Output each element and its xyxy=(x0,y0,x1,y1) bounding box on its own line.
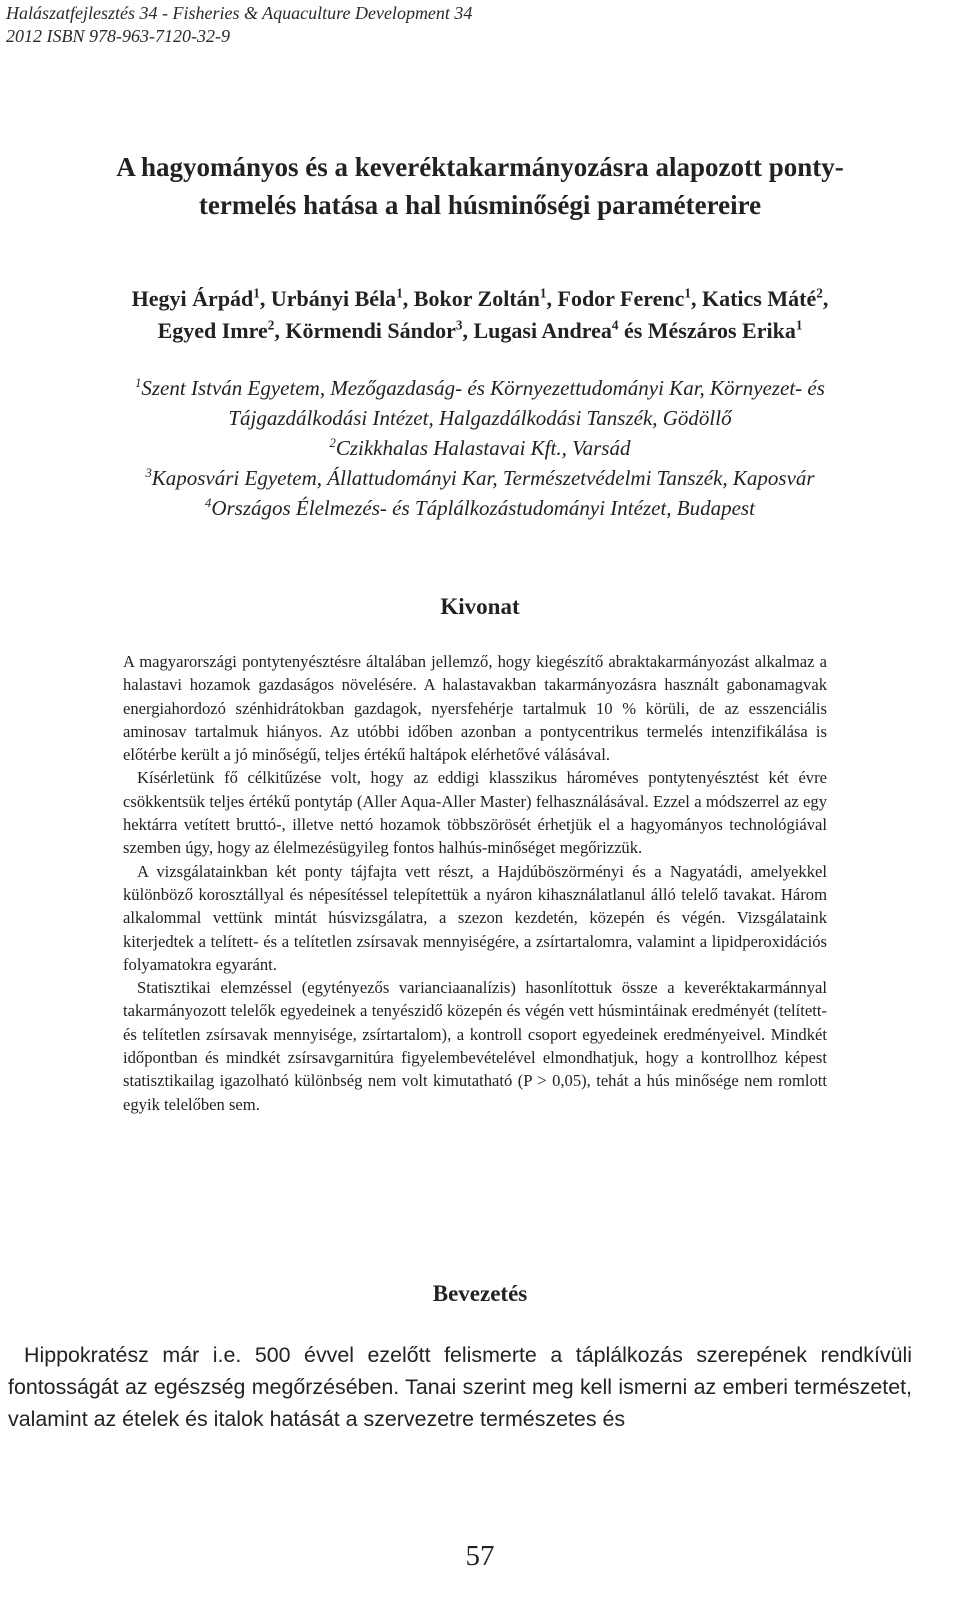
affiliation-3 xyxy=(0,463,960,493)
affiliation-mark: 4 xyxy=(611,317,619,333)
author-name: Fodor Ferenc xyxy=(557,286,685,311)
author-name: Egyed Imre xyxy=(157,318,268,343)
affiliation-mark: 3 xyxy=(145,465,152,480)
author-list xyxy=(0,283,960,347)
affiliation-mark: 1 xyxy=(135,375,142,390)
header-isbn-line: 2012 ISBN 978-963-7120-32-9 xyxy=(6,26,230,46)
author-line-1: Hegyi Árpád$^1$, Urbányi Béla$^1$, Bokor Zoltán$^1$, Fodor Ferenc$^1$, Katics Máté$^2$, xyxy=(131,285,829,311)
running-header xyxy=(6,2,472,48)
abstract-paragraph: A vizsgálatainkban két ponty tájfajta vett részt, a Hajdúböszörményi és a Nagyatádi, amelyekkel különböző korosztállyal és népesítéssel telepítettük a nyáron kihasználatlanul álló telelő tavakat. Három alkalommal vettünk mintát húsvizsgálatra, a szezon kezdetén, közepén és végén. Vizsgálataink kiterjedtek a telített- és a telítetlen zsírsavak mennyiségére, a zsírtartalomra, valamint a lipidperoxidációs folyamatokra egyaránt. xyxy=(123,861,827,974)
header-journal-line: Halászatfejlesztés 34 - Fisheries & Aquaculture Development 34 xyxy=(6,3,473,23)
abstract-body xyxy=(123,650,827,1116)
affiliation-mark: 1 xyxy=(684,285,691,301)
affiliation-1-cont: Tájgazdálkodási Intézet, Halgazdálkodási Tanszék, Gödöllő xyxy=(228,406,732,430)
author-name: Bokor Zoltán xyxy=(413,286,540,311)
affiliation-mark: 1 xyxy=(795,317,803,333)
affiliation-text: Kaposvári Egyetem, Állattudományi Kar, Természetvédelmi Tanszék, Kaposvár xyxy=(151,466,815,490)
abstract-paragraph: Kísérletünk fő célkitűzése volt, hogy az eddigi klasszikus hároméves pontytenyésztést két évre csökkentsük teljes értékű pontytáp (Aller Aqua-Aller Master) felhasználásával. Ezzel a módszerrel az egy hektárra vetített bruttó-, illetve nettó hozamok többszörösét érhetjük el a hagyományos technológiával szemben úgy, hogy az élelmezésügyileg fontos halhús-minőséget megőrizzük. xyxy=(123,768,827,858)
introduction-heading: Bevezetés xyxy=(432,1281,528,1306)
affiliation-mark: 1 xyxy=(539,285,547,301)
page-number: 57 xyxy=(465,1540,495,1572)
introduction-paragraph: Hippokratész már i.e. 500 évvel ezelőtt felismerte a táplálkozás szerepének rendkívüli fontosságát az egészség megőrzésében. Tanai szerint meg kell ismerni az emberi természetet, valamint az ételek és italok hatását a szervezetre természetes és xyxy=(8,1343,912,1431)
author-name: Katics Máté xyxy=(701,286,817,311)
introduction-body xyxy=(8,1339,912,1435)
affiliation-mark: 1 xyxy=(396,285,403,301)
author-name: Hegyi Árpád xyxy=(131,286,254,311)
affiliation-1 xyxy=(0,373,960,403)
affiliation-text: Czikkhalas Halastavai Kft., Varsád xyxy=(335,436,631,460)
affiliation-mark: 4 xyxy=(205,495,212,510)
affiliation-list xyxy=(0,373,960,523)
affiliation-4 xyxy=(0,493,960,523)
author-name: Körmendi Sándor xyxy=(285,318,456,343)
affiliation-mark: 1 xyxy=(253,285,260,301)
paper-title xyxy=(0,148,960,224)
affiliation-text: Országos Élelmezés- és Táplálkozástudományi Intézet, Budapest xyxy=(211,496,755,520)
abstract-heading: Kivonat xyxy=(440,594,520,619)
author-conjunction: és xyxy=(623,318,643,343)
title-line-1: A hagyományos és a keveréktakarmányozásra alapozott ponty- xyxy=(116,152,844,182)
affiliation-mark: 2 xyxy=(816,285,823,301)
affiliation-mark: 2 xyxy=(267,317,275,333)
author-name: Urbányi Béla xyxy=(270,286,397,311)
author-name: Lugasi Andrea xyxy=(473,318,612,343)
abstract-paragraph: A magyarországi pontytenyésztésre általában jellemző, hogy kiegészítő abraktakarmányozást alkalmaz a halastavi hozamok gazdaságos növelésére. A halastavakban takarmányozásra használt gabonamagvak energiahordozó szénhidrátokban gazdagok, nyersfehérje tartalmuk 10 % körüli, de az esszenciális aminosav tartalmuk hiányos. Az utóbbi időben azonban a pontycentrikus termelés intenzifikálása is előtérbe került a jó minőségű, teljes értékű haltápok elérhetővé válásával. xyxy=(123,652,827,765)
affiliation-mark: 2 xyxy=(329,435,336,450)
author-line-2: Egyed Imre$^2$, Körmendi Sándor$^3$, Lugasi Andrea$^4$ és Mészáros Erika$^1$ xyxy=(157,317,803,343)
author-name: Mészáros Erika xyxy=(647,318,796,343)
title-line-2: termelés hatása a hal húsminőségi paramétereire xyxy=(198,190,762,220)
abstract-paragraph: Statisztikai elemzéssel (egytényezős varianciaanalízis) hasonlítottuk össze a keveréktakarmánnyal takarmányozott telelők egyedeinek a tenyészidő közepén és végén vett húsmintáinak eredményét (telített- és telítetlen zsírsavak mennyisége, zsírtartalom), a kontroll csoport egyedeinek eredményeivel. Mindkét időpontban és mindkét zsírsavgarnitúra figyelembevételével elmondhatjuk, hogy a kontrollhoz képest statisztikailag igazolható különbség nem volt kimutatható (P > 0,05), tehát a hús minősége nem romlott egyik telelőben sem. xyxy=(123,978,827,1114)
affiliation-mark: 3 xyxy=(455,317,463,333)
affiliation-2 xyxy=(0,433,960,463)
affiliation-text: Szent István Egyetem, Mezőgazdaság- és Környezettudományi Kar, Környezet- és xyxy=(141,376,825,400)
